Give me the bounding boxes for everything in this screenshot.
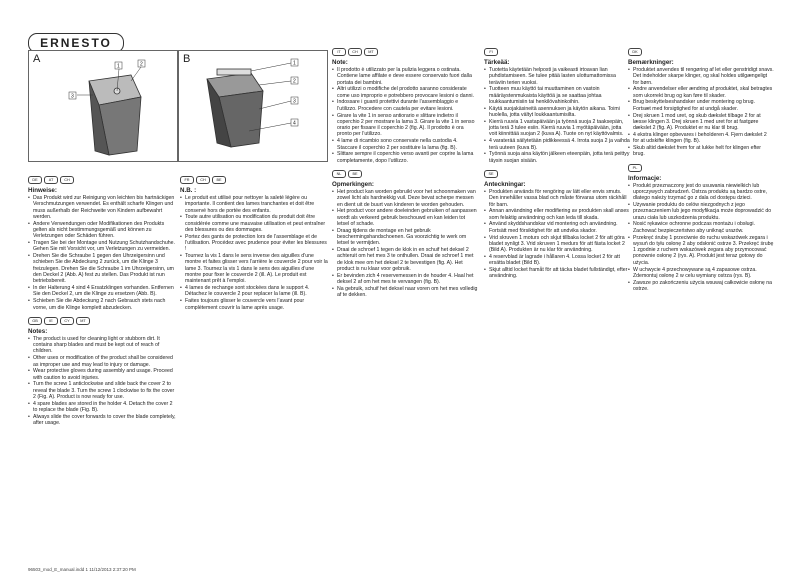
instruction-item: • Draag tijdens de montage en het gebruik beschermingshandschoenen. Ga voorzichtig te werk om letsel te vermijden. xyxy=(337,228,478,247)
instruction-item: • Kierrä ruuvia 1 vastapäivään ja työnnä suoja 2 taaksepäin, jotta terä 3 tulee esiin. Kierrä ruuvia 1 myötäpäivään, jotta voit kiinnittää suojan 2 (kuva A). Tuote on nyt käyttövalmis. xyxy=(489,119,630,138)
instruction-item: • Il prodotto è utilizzato per la pulizia leggera o ostinata. Contiene lame affilate e deve essere conservato fuori dalla portata dei bambini. xyxy=(337,67,478,86)
column-2 xyxy=(180,176,328,317)
instruction-item: • 4 ekstra klinger opbevares i beholderen 4. Fjern dækslet 2 for at udskifte klingen (fig. B). xyxy=(633,132,774,145)
section-heading: Anteckningar: xyxy=(484,180,526,188)
instruction-item: • Andre anvendelser eller ændring af produktet, skal betragtes som ukorrekt brug og kan føre til skader. xyxy=(633,86,774,99)
country-badges xyxy=(628,164,774,172)
instruction-item: • Työnnä suoja aina käytön jälkeen eteenpäin, jotta terä peittyy täysin suojan sisään. xyxy=(489,151,630,164)
instruction-item: • 4 varaterää säilytetään pidikkeessä 4. Irrota suoja 2 ja vaihda terä uuteen (kuva B). xyxy=(489,138,630,151)
section-pl xyxy=(628,164,774,293)
instruction-item: • Drej skruen 1 mod uret, og skub dækslet tilbage 2 for at læsse klingen 3. Drej skruen 1 med uret for at fastgøre dækslet 2 (fig. A). Produktet er nu klar til brug. xyxy=(633,113,774,132)
instruction-item: • Indossare i guanti protettivi durante l’assemblaggio e l’utilizzo. Procedere con cautela per evitare lesioni. xyxy=(337,99,478,112)
country-badge: DE xyxy=(28,176,42,184)
section-heading: Bemærkninger: xyxy=(628,59,674,66)
instruction-list xyxy=(180,195,328,311)
instruction-item: • Draai de schroef 1 tegen de klok in en schuif het deksel 2 achteruit om het mes 3 te onthullen. Draai de schroef 1 met de klok mee om het deksel 2 te bevestigen (fig. A). Het product is nu klaar voor gebruik. xyxy=(337,247,478,272)
section-se xyxy=(484,170,630,280)
instruction-item: • Toute autre utilisation ou modification du produit doit être considérée comme une mauvaise utilisation et peut entraîner des blessures ou des dommages. xyxy=(185,214,328,233)
instruction-item: • Tragen Sie bei der Montage und Nutzung Schutzhandschuhe. Gehen Sie mit Vorsicht vor, um Verletzungen zu vermeiden. xyxy=(33,240,176,253)
instruction-item: • Always slide the cover forwards to cover the blade completely, after usage. xyxy=(33,414,176,427)
instruction-list xyxy=(628,67,774,158)
instruction-item: • Na gebruik, schuif het deksel naar voren om het mes volledig af te dekken. xyxy=(337,286,478,299)
instruction-item: • Het product kan worden gebruikt voor het schoonmaken van zowel licht als hardnekkig vuil. Deze bevat scherpe messen en dient uit de buurt van kinderen te worden gehouden. xyxy=(337,189,478,208)
figure-b-label: B xyxy=(183,53,191,65)
instruction-item: • Tuotetta käytetään helposti ja vaikeasti irtoavan lian puhdistamiseen. Se tulee pitää lasten ulottumattomissa teräviin terien vuoksi. xyxy=(489,67,630,86)
instruction-item: • Produkt przeznaczony jest do usuwania niewielkich lub uporczywych zabrudzeń. Ostrza produktu są bardzo ostre, dlatego należy trzymać go z dala od dostępu dzieci. xyxy=(633,183,774,202)
instruction-item: • Zawsze po zakończeniu użycia wsuwaj całkowicie osłonę na ostrze. xyxy=(633,280,774,293)
instruction-item: • Annan användning eller modifiering av produkten skall anses som felaktig användning och kan leda till skada. xyxy=(489,208,630,221)
instruction-item: • Tournez la vis 1 dans le sens inverse des aiguilles d’une montre et faites glisser vers l’arrière le couvercle 2 pour voir la lame 3. Tournez la vis 1 dans le sens des aiguilles d’une montre pour fixer le couvercle 2 (ill. A). Le produit est maintenant prêt à l’emploi. xyxy=(185,253,328,284)
instruction-list xyxy=(332,189,478,299)
section-it xyxy=(332,48,478,164)
instruction-item: • Käytä suojakäsineitä asennuksen ja käytön aikana. Toimi huolella, jotta vältyt loukkaantumisilta. xyxy=(489,106,630,119)
instruction-item: • Slittare sempre il coperchio verso avanti per coprire la lama completamente, dopo l’utilizzo. xyxy=(337,151,478,164)
country-badge: SE xyxy=(484,170,498,178)
section-heading: Informacje: xyxy=(628,174,662,182)
country-badge: PL xyxy=(628,164,642,172)
instruction-list xyxy=(484,189,630,280)
country-badge: NL xyxy=(332,170,346,178)
instruction-item: • In der Halterung 4 sind 4 Ersatzklingen vorhanden. Entfernen Sie den Deckel 2, um die Klinge zu ersetzen (Abb. B). xyxy=(33,285,176,298)
country-badge: FR xyxy=(180,176,194,184)
country-badges xyxy=(484,48,630,56)
country-badge: BE xyxy=(348,170,362,178)
instruction-item: • Other uses or modification of the product shall be considered as improper use and may lead to injury or damage. xyxy=(33,355,176,368)
column-1 xyxy=(28,176,176,433)
instruction-item: • The product is used for cleaning light or stubborn dirt. It contains sharp blades and must be kept out of reach of children. xyxy=(33,336,176,355)
figure-a-label: A xyxy=(33,53,41,65)
figure-b xyxy=(178,50,328,162)
callout-a-1: 1 xyxy=(117,63,120,70)
section-heading: Hinweise: xyxy=(28,187,57,194)
instruction-item: • Het product voor andere doeleinden gebruiken of aanpassen wordt als verkeerd gebruik beschouwd en kan leiden tot letsel of schade. xyxy=(337,208,478,227)
scraper-illustration-a xyxy=(29,51,177,161)
instruction-item: • 4 spare blades are stored in the holder 4. Detach the cover 2 to replace the blade (Fig. B). xyxy=(33,401,176,414)
section-heading: Opmerkingen: xyxy=(332,180,374,188)
figure-a xyxy=(28,50,178,162)
callout-b-1: 1 xyxy=(293,60,296,67)
callout-a-2: 2 xyxy=(140,61,143,68)
country-badge: IT xyxy=(332,48,346,56)
country-badges xyxy=(28,317,176,325)
country-badge: CH xyxy=(60,176,74,184)
instruction-item: • Produktet anvendes til rengøring af let eller genstridigt snavs. Det indeholder skarpe klinger, og skal holdes utilgængeligt for børn. xyxy=(633,67,774,86)
callout-b-3: 3 xyxy=(293,98,296,105)
section-heading: Notes: xyxy=(28,327,48,335)
section-fi xyxy=(484,48,630,164)
instruction-item: • Drehen Sie die Schraube 1 gegen den Uhrzeigersinn und schieben Sie die Abdeckung 2 zurück, um die Klinge 3 freizulegen. Drehen Sie die Schraube 1 im Uhrzeigersinn, um den Deckel 2 (Abb. A) fest zu stellen. Das Produkt ist nun betriebsbereit. xyxy=(33,253,176,284)
section-dk xyxy=(628,48,774,158)
instruction-item: • Przekręć śrubę 1 przeciwnie do ruchu wskazówek zegara i wysuń do tyłu osłonę 2 aby odsłonić ostrze 3. Przekręć śrubę 1 zgodnie z ruchem wskazówek zegara aby przymocować ponownie osłonę 2 (rys. A). Produkt jest teraz gotowy do użycia. xyxy=(633,235,774,266)
country-badges xyxy=(332,48,478,56)
section-de xyxy=(28,176,176,311)
country-badges xyxy=(332,170,478,178)
instruction-item: • Skjut alltid locket framåt för att täcka bladet fullständigt, efter användning. xyxy=(489,267,630,280)
instruction-item: • Das Produkt wird zur Reinigung von leichten bis hartnäckigen Verschmutzungen verwendet. Es enthält scharfe Klingen und muss außerhalb der Reichweite von Kindern aufbewahrt werden. xyxy=(33,195,176,220)
instruction-list xyxy=(628,183,774,293)
country-badges xyxy=(484,170,630,178)
instruction-item: • Używanie produktu do celów niezgodnych z jego przeznaczeniem lub jego modyfikacja może doprowadzić do urazu ciała lub uszkodzenia produktu. xyxy=(633,202,774,221)
instruction-item: • 4 reservblad är lagrade i hållaren 4. Lossa locket 2 för att ersätta bladet (Bild B). xyxy=(489,254,630,267)
instruction-item: • Skub altid dækslet frem for at lukke helt for klingen efter brug. xyxy=(633,145,774,158)
instruction-list xyxy=(28,195,176,311)
brand-logo: ERNESTO xyxy=(28,33,124,53)
instruction-item: • Schieben Sie die Abdeckung 2 nach Gebrauch stets nach vorne, um die Klinge komplett abzudecken. xyxy=(33,298,176,311)
instruction-item: • Tuotteen muu käyttö tai muuttaminen on vastoin määräystenmukaista käyttöä ja se saattaa johtaa loukkaantumisiin tai henkilövahinkoihin. xyxy=(489,86,630,105)
country-badge: CH xyxy=(348,48,362,56)
country-badge: IE xyxy=(44,317,58,325)
instruction-item: • Produkten används för rengöring av lätt eller envis smuts. Den innehåller vassa blad och måste förvaras utom räckhåll för barn. xyxy=(489,189,630,208)
country-badge: AT xyxy=(44,176,58,184)
section-heading: Note: xyxy=(332,59,348,66)
instruction-item: • 4 lame di ricambio sono conservate nella custodia 4. Staccare il coperchio 2 per sostituire la lama (fig. B). xyxy=(337,138,478,151)
instruction-item: • Er bevinden zich 4 reservemessen in de houder 4. Haal het deksel 2 af om het mes te vervangen (fig. B). xyxy=(337,273,478,286)
country-badges xyxy=(628,48,774,56)
country-badge: CY xyxy=(60,317,74,325)
instruction-item: • Turn the screw 1 anticlockwise and slide back the cover 2 to reveal the blade 3. Turn the screw 1 clockwise to fix the cover 2 (Fig. A). Product is now ready for use. xyxy=(33,381,176,400)
callout-b-4: 4 xyxy=(293,120,296,127)
scraper-illustration-b xyxy=(179,51,327,161)
print-footer: 96503_mod_E_manual.indd 1 11/12/2013 2:37:20 PM xyxy=(28,567,136,572)
country-badges xyxy=(180,176,328,184)
country-badge: BE xyxy=(212,176,226,184)
instruction-item: • Girare la vite 1 in senso antiorario e slittare indietro il coperchio 2 per mostrare la lama 3. Girare la vite 1 in senso orario per fissare il coperchio 2 (fig. A). Il prodotto è ora pronto per l’utilizzo. xyxy=(337,113,478,138)
section-heading: Tärkeää: xyxy=(484,59,510,66)
instruction-list xyxy=(484,67,630,164)
country-badge: MT xyxy=(364,48,378,56)
instruction-item: • Le produit est utilisé pour nettoyer la saleté légère ou importante. Il contient des lames tranchantes et doit être conservé hors de portée des enfants. xyxy=(185,195,328,214)
country-badge: FI xyxy=(484,48,498,56)
instruction-list xyxy=(332,67,478,164)
instruction-item: • W uchwycie 4 przechowywane są 4 zapasowe ostrza. Zdemontuj osłonę 2 w celu wymiany ostrza (rys. B). xyxy=(633,267,774,280)
country-badge: DK xyxy=(628,48,642,56)
country-badges xyxy=(28,176,176,184)
country-badge: MT xyxy=(76,317,90,325)
callout-b-2: 2 xyxy=(293,78,296,85)
country-badge: CH xyxy=(196,176,210,184)
instruction-item: • Använd skyddshandskar vid montering och användning. Fortsätt med försiktighet för att undvika skador. xyxy=(489,221,630,234)
column-5 xyxy=(628,48,774,298)
country-badge: GB xyxy=(28,317,42,325)
callout-a-3: 3 xyxy=(71,93,74,100)
instruction-list xyxy=(28,336,176,427)
instruction-item: • Portez des gants de protection lors de l’assemblage et de l’utilisation. Procédez avec prudence pour éviter les blessures ! xyxy=(185,234,328,253)
instruction-item: • Nosić rękawice ochronne podczas montażu i obsługi. Zachować bezpieczeństwo aby uniknąć urazów. xyxy=(633,221,774,234)
column-4 xyxy=(484,48,630,286)
instruction-item: • 4 lames de rechange sont stockées dans le support 4. Détachez le couvercle 2 pour replacer la lame (ill. B). xyxy=(185,285,328,298)
section-en xyxy=(28,317,176,427)
section-nl xyxy=(332,170,478,299)
instruction-item: • Wear protective gloves during assembly and usage. Proceed with caution to avoid injuries. xyxy=(33,368,176,381)
column-3 xyxy=(332,48,478,305)
instruction-item: • Brug beskyttelseshandsker under montering og brug. Fortsæt med forsigtighed for at undgå skader. xyxy=(633,99,774,112)
instruction-item: • Vrid skruven 1 moturs och skjut tillbaka locket 2 för att göra bladet synligt 3. Vrid skruven 1 medurs för att fästa locket 2 (Bild A). Produkten är nu klar för användning. xyxy=(489,235,630,254)
section-heading: N.B. : xyxy=(180,187,197,194)
instruction-item: • Altri utilizzi o modifiche del prodotto saranno considerate come uso improprio e potrebbero provocare lesioni o danni. xyxy=(337,86,478,99)
instruction-item: • Faites toujours glisser le couvercle vers l’avant pour complètement couvrir la lame après usage. xyxy=(185,298,328,311)
instruction-item: • Andere Verwendungen oder Modifikationen des Produkts gelten als nicht bestimmungsgemäß und können zu Verletzungen oder Schäden führen. xyxy=(33,221,176,240)
section-fr xyxy=(180,176,328,311)
